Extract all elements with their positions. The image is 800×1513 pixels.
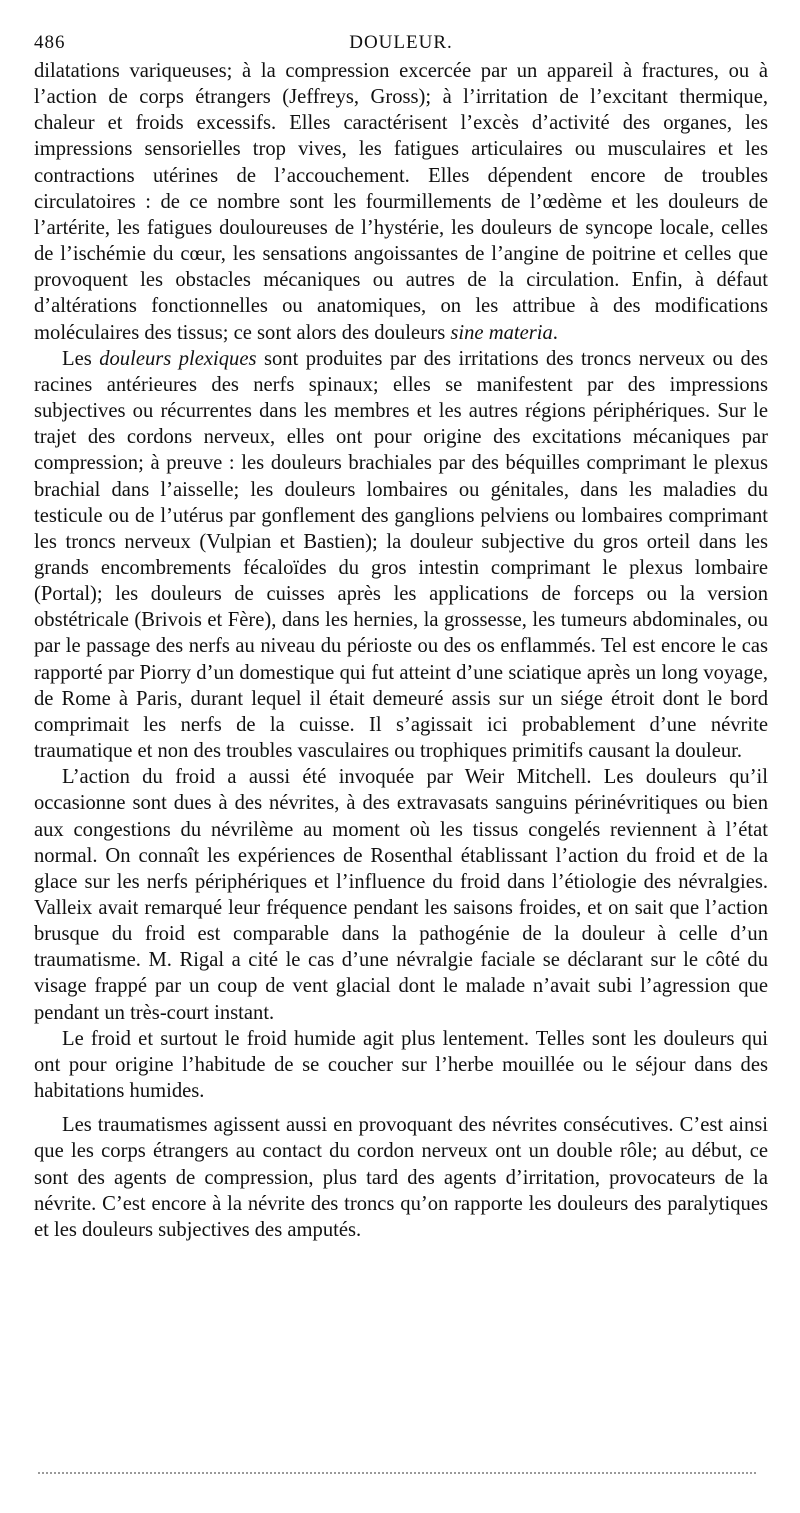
italic-term-douleurs-plexiques: douleurs plexiques [99,347,257,370]
paragraph-douleurs-plexiques [34,346,768,765]
paragraph-text: sont produites par des irritations des troncs nerveux ou des racines antérieures des nerfs spinaux; elles se manifestent par des impressions subjectives ou récurrentes dans les membres et les autres régions périphériques. Sur le trajet des cordons nerveux, elles ont pour origine des excitations mécaniques par compression; à preuve : les douleurs brachiales par des béquilles comprimant le plexus brachial dans l’aisselle; les douleurs lombaires ou génitales, dans les maladies du testicule ou de l’utérus par gonflement des ganglions pelviens ou lombaires comprimant les troncs nerveux (Vulpian et Bastien); la douleur subjective du gros orteil dans les grands encombrements fécaloïdes du gros intestin comprimant le plexus lombaire (Portal); les douleurs de cuisses après les applications de forceps ou la version obstétricale (Brivois et Fère), dans les hernies, la grossesse, les tumeurs abdominales, ou par le passage des nerfs au niveau du périoste ou des os enflammés. Tel est encore le cas rapporté par Piorry d’un domestique qui fut atteint d’une sciatique après un long voyage, de Rome à Paris, durant lequel il était demeuré assis sur un siége étroit dont le bord comprimait les nerfs de la cuisse. Il s’agissait ici probablement d’une névrite traumatique et non des troubles vasculaires ou trophiques primitifs causant la douleur. [34,347,769,763]
paragraph-text: Les traumatismes agissent aussi en provoquant des névrites consécutives. C’est ainsi que les corps étrangers au contact du cordon nerveux ont un double rôle; au début, ce sont des agents de compression, plus tard des agents d’irritation, provocateurs de la névrite. C’est encore à la névrite des troncs qu’on rapporte les douleurs des paralytiques et les douleurs subjectives des amputés. [34,1114,768,1241]
paragraph-traumatismes [34,1112,768,1243]
paragraph-action-du-froid [34,764,768,1026]
page [34,28,768,1243]
page-header [34,28,768,58]
footer-rule [38,1472,756,1474]
page-number: 486 [34,32,66,53]
italic-phrase-sine-materia: sine materia [450,321,553,344]
paragraph-text: Les [62,347,100,370]
paragraph-froid-humide [34,1026,768,1104]
running-title: DOULEUR. [349,32,453,53]
paragraph-text: . [552,321,558,344]
paragraph-text: Le froid et surtout le froid humide agit plus lentement. Telles sont les douleurs qui ont pour origine l’habitude de se coucher sur l’herbe mouillée ou le séjour dans des habitations humides. [34,1027,768,1103]
paragraph-text: dilatations variqueuses; à la compression excercée par un appareil à fractures, ou à l’action de corps étrangers (Jeffreys, Gross); à l’irritation de l’excitant thermique, chaleur et froids excessifs. Elles caractérisent l’excès d’activité des organes, les impressions sensorielles trop vives, les fatigues articulaires ou musculaires et les contractions utérines de l’accouchement. Elles dépendent encore de troubles circulatoires : de ce nombre sont les fourmillements de l’œdème et les douleurs de l’artérite, les fatigues douloureuses de l’hystérie, les douleurs de syncope locale, celles de l’ischémie du cœur, les sensations angoissantes de l’angine de poitrine et celles que provoquent les obstacles mécaniques ou autres de la circulation. Enfin, à défaut d’altérations fonctionnelles ou anatomiques, on les attribue à des modifications moléculaires des tissus; ce sont alors des douleurs [34,60,768,344]
paragraph-continuation [34,58,768,346]
paragraph-text: L’action du froid a aussi été invoquée par Weir Mitchell. Les douleurs qu’il occasionne sont dues à des névrites, à des extravasats sanguins périnévritiques ou bien aux congestions du névrilème au moment où les tissus congelés reviennent à l’état normal. On connaît les expériences de Rosenthal établissant l’action du froid et de la glace sur les nerfs périphériques et l’influence du froid dans l’étiologie des névralgies. Valleix avait remarqué leur fréquence pendant les saisons froides, et on sait que l’action brusque du froid est comparable dans la pathogénie de la douleur à celle d’un traumatisme. M. Rigal a cité le cas d’une névralgie faciale se déclarant sur le côté du visage frappé par un coup de vent glacial dont le malade n’avait subi l’agression que pendant un très-court instant. [34,766,768,1024]
